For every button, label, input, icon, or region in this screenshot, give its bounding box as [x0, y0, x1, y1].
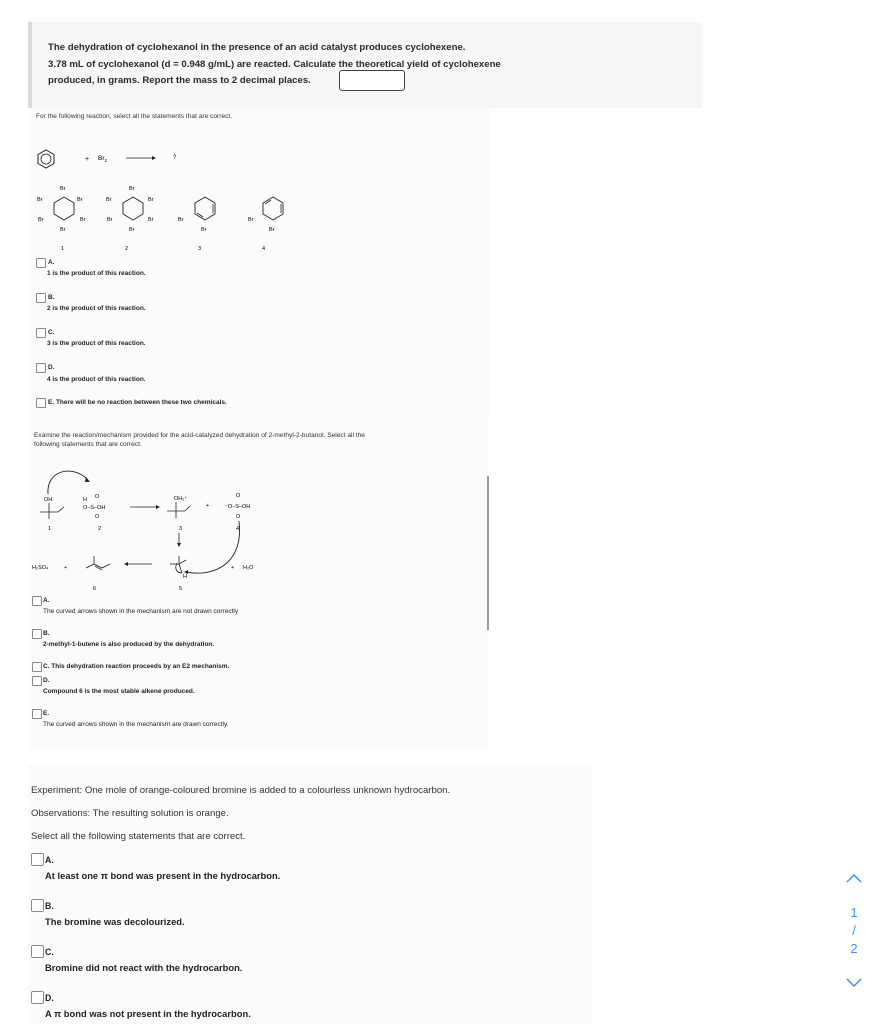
br-label: Br — [106, 197, 112, 203]
br-label: Br — [129, 186, 135, 192]
q4-observations: Observations: The resulting solution is orange. — [31, 808, 229, 819]
q2-prompt: For the following reaction, select all the statements that are correct. — [36, 113, 233, 120]
q4-instruction: Select all the following statements that are correct. — [31, 831, 246, 842]
bisulfate-label: ⁻O–S–OH — [225, 504, 251, 510]
structure-number-3: 3 — [198, 246, 202, 252]
compound-number-5: 5 — [179, 586, 183, 592]
q3-prompt-line-1: Examine the reaction/mechanism provided for the acid-catalyzed dehydration of 2-methyl-2-butanol. Select all the — [34, 432, 365, 439]
q4-option-a-text: At least one π bond was present in the hydrocarbon. — [45, 870, 281, 881]
compound-6-skeleton — [86, 556, 110, 570]
oh-label: OH — [44, 497, 53, 503]
br-label: Br — [77, 197, 83, 203]
o-label: O — [236, 493, 241, 499]
compound-3-skeleton — [167, 502, 190, 518]
q2-option-d-letter: D. — [48, 364, 55, 371]
panel-left-border — [28, 22, 32, 108]
br-label: Br — [38, 217, 44, 223]
q2-option-e-text: E. There will be no reaction between these two chemicals. — [48, 399, 227, 406]
q3-prompt — [34, 431, 464, 449]
o-label: O — [236, 514, 241, 520]
reaction-arrow-3-head — [124, 562, 128, 566]
q2-reaction-figure — [28, 138, 490, 258]
q3-option-d-checkbox[interactable] — [32, 676, 42, 686]
br-label: Br — [148, 197, 154, 203]
reaction-arrow-1-head — [156, 505, 160, 509]
structure-4 — [248, 197, 283, 252]
structure-number-1: 1 — [61, 246, 65, 252]
structure-number-4: 4 — [262, 246, 266, 252]
compound-number-2: 2 — [98, 526, 102, 532]
q2-option-c-checkbox[interactable] — [36, 328, 46, 338]
br-label: Br — [201, 227, 207, 233]
current-page-number: 1 — [850, 905, 858, 920]
q1-line-3: produced, in grams. Report the mass to 2 decimal places. — [48, 75, 311, 86]
q2-option-a-letter: A. — [48, 259, 55, 266]
q3-option-c-text: C. This dehydration reaction proceeds by an E2 mechanism. — [43, 663, 230, 670]
sulfuric-acid-label: O–S–OH — [83, 505, 106, 511]
q4-option-a-letter: A. — [45, 855, 54, 865]
reaction-arrow-2-head — [177, 543, 181, 547]
q2-option-a-text: 1 is the product of this reaction. — [47, 270, 146, 277]
plus-sign: + — [64, 565, 68, 571]
br-label: Br — [37, 197, 43, 203]
q4-experiment: Experiment: One mole of orange-coloured bromine is added to a colourless unknown hydrocarbon. — [31, 785, 451, 796]
br-label: Br — [60, 227, 66, 233]
curved-arrow-1 — [48, 471, 88, 494]
answer-input[interactable] — [339, 70, 405, 91]
o-label: O — [95, 494, 100, 500]
compound-number-1: 1 — [48, 526, 52, 532]
question-2-panel — [28, 108, 490, 420]
q2-option-b-text: 2 is the product of this reaction. — [47, 305, 146, 312]
q2-option-a-checkbox[interactable] — [36, 258, 46, 268]
q1-line-2: 3.78 mL of cyclohexanol (d = 0.948 g/mL) are reacted. Calculate the theoretical yield of cyclohexene — [48, 58, 501, 70]
structure-2 — [106, 186, 154, 252]
total-pages-number: 2 — [850, 941, 858, 956]
q4-option-d-checkbox[interactable] — [31, 991, 44, 1004]
br-label: Br — [178, 217, 184, 223]
question-3-panel — [28, 420, 488, 750]
q3-option-a-text: The curved arrows shown in the mechanism are not drawn correctly — [43, 608, 239, 615]
q3-option-a-letter: A. — [43, 597, 50, 604]
q3-prompt-line-2: following statements that are correct. — [34, 441, 142, 448]
q4-option-b-text: The bromine was decolourized. — [45, 916, 185, 927]
compound-number-3: 3 — [179, 526, 183, 532]
structure-number-2: 2 — [125, 246, 129, 252]
structure-1 — [37, 186, 86, 252]
page-separator: / — [852, 923, 856, 938]
question-1-text — [48, 40, 501, 90]
q3-option-c-checkbox[interactable] — [32, 662, 42, 672]
compound-number-4: 4 — [236, 526, 240, 532]
reaction-arrowhead — [152, 156, 156, 160]
q2-option-d-text: 4 is the product of this reaction. — [47, 376, 146, 383]
q2-option-d-checkbox[interactable] — [36, 363, 46, 373]
q4-option-d-text: A π bond was not present in the hydrocarbon. — [45, 1008, 251, 1019]
hydrogen-label: H — [183, 574, 187, 580]
q4-option-c-checkbox[interactable] — [31, 945, 44, 958]
q3-option-b-letter: B. — [43, 630, 50, 637]
h-label: H — [83, 497, 87, 503]
q2-option-b-checkbox[interactable] — [36, 293, 46, 303]
plus-sign: + — [206, 503, 210, 509]
q2-option-c-letter: C. — [48, 329, 55, 336]
q4-option-c-letter: C. — [45, 947, 54, 957]
plus-sign: + — [231, 565, 235, 571]
structure-3 — [178, 197, 215, 252]
br-label: Br — [248, 217, 254, 223]
page-down-icon[interactable] — [845, 976, 863, 990]
q4-option-b-letter: B. — [45, 901, 54, 911]
q3-option-b-checkbox[interactable] — [32, 629, 42, 639]
compound-1-skeleton — [40, 503, 64, 519]
q3-option-d-letter: D. — [43, 677, 50, 684]
q3-option-a-checkbox[interactable] — [32, 596, 42, 606]
o-label: O — [95, 514, 100, 520]
reaction-plus: + — [85, 156, 90, 163]
reagent-br2: $Br_2$ — [98, 155, 108, 163]
q2-option-b-letter: B. — [48, 294, 55, 301]
compound-number-6: 6 — [93, 586, 97, 592]
br-label: Br — [148, 217, 154, 223]
q3-option-e-text: The curved arrows shown in the mechanism are drawn correctly. — [43, 721, 229, 728]
q3-option-e-checkbox[interactable] — [32, 709, 42, 719]
br-label: Br — [60, 186, 66, 192]
page-up-icon[interactable] — [845, 871, 863, 885]
oxonium-label: OH₂⁺ — [174, 496, 188, 502]
water-label: H₂O — [243, 565, 254, 571]
q4-option-b-checkbox[interactable] — [31, 899, 44, 912]
br-label: Br — [80, 217, 86, 223]
br-label: Br — [129, 227, 135, 233]
benzene-structure — [38, 150, 54, 168]
question-1-panel — [28, 22, 702, 108]
br-label: Br — [107, 217, 113, 223]
mechanism-figure — [28, 460, 328, 596]
q1-line-1: The dehydration of cyclohexanol in the presence of an acid catalyst produces cyclohexene. — [48, 42, 466, 53]
reaction-product: ? — [173, 155, 177, 161]
q3-option-d-text: Compound 6 is the most stable alkene produced. — [43, 688, 195, 695]
q4-option-d-letter: D. — [45, 993, 54, 1003]
q4-option-c-text: Bromine did not react with the hydrocarbon. — [45, 962, 243, 973]
q3-option-e-letter: E. — [43, 710, 50, 717]
q4-option-a-checkbox[interactable] — [31, 853, 44, 866]
h2so4-label: H₂SO₄ — [32, 565, 49, 571]
q3-option-b-text: 2-methyl-1-butene is also produced by the dehydration. — [43, 641, 215, 648]
figure-scrollbar[interactable] — [487, 476, 489, 630]
q2-option-c-text: 3 is the product of this reaction. — [47, 340, 146, 347]
question-4-panel — [28, 765, 593, 1024]
q2-option-e-checkbox[interactable] — [36, 398, 46, 408]
br-label: Br — [269, 227, 275, 233]
compound-5-skeleton — [170, 556, 186, 573]
